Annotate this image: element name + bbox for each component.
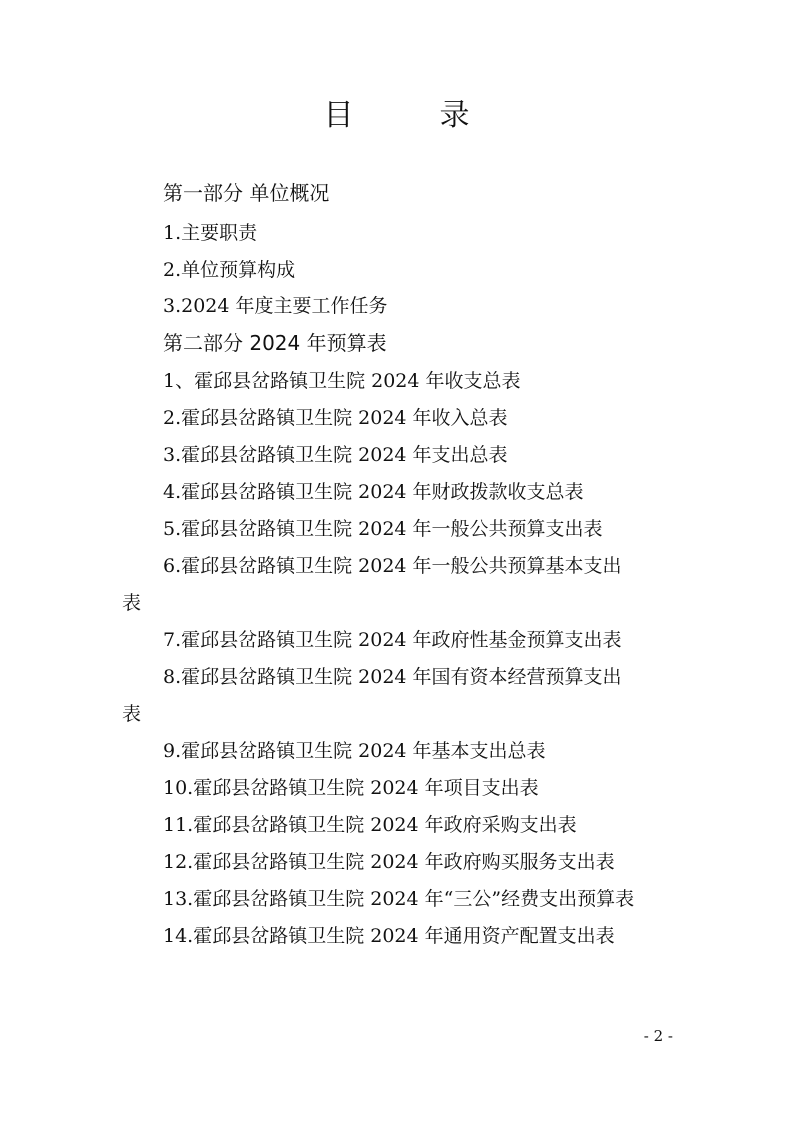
toc-part-1-heading: 第一部分 单位概况 [163,181,330,205]
toc-item: 1、霍邱县岔路镇卫生院 2024 年收支总表 [163,370,521,392]
page-number: - 2 - [643,1027,673,1045]
toc-item: 3.2024 年度主要工作任务 [163,295,388,317]
page-title: 目 录 [323,98,498,133]
toc-item: 11.霍邱县岔路镇卫生院 2024 年政府采购支出表 [163,814,577,836]
toc-item: 2.单位预算构成 [163,259,296,281]
toc-item: 13.霍邱县岔路镇卫生院 2024 年“三公”经费支出预算表 [163,888,635,910]
toc-item: 6.霍邱县岔路镇卫生院 2024 年一般公共预算基本支出 [163,555,622,577]
toc-item: 4.霍邱县岔路镇卫生院 2024 年财政拨款收支总表 [163,481,584,503]
toc-item: 1.主要职责 [163,222,258,244]
toc-part-2-heading: 第二部分 2024 年预算表 [163,331,387,355]
toc-item: 14.霍邱县岔路镇卫生院 2024 年通用资产配置支出表 [163,925,615,947]
toc-item: 5.霍邱县岔路镇卫生院 2024 年一般公共预算支出表 [163,518,603,540]
toc-item: 3.霍邱县岔路镇卫生院 2024 年支出总表 [163,444,508,466]
toc-item: 9.霍邱县岔路镇卫生院 2024 年基本支出总表 [163,740,546,762]
toc-item-continuation: 表 [122,592,142,614]
toc-item-continuation: 表 [122,703,142,725]
toc-item: 2.霍邱县岔路镇卫生院 2024 年收入总表 [163,407,508,429]
toc-item: 7.霍邱县岔路镇卫生院 2024 年政府性基金预算支出表 [163,629,622,651]
toc-item: 12.霍邱县岔路镇卫生院 2024 年政府购买服务支出表 [163,851,615,873]
toc-item: 8.霍邱县岔路镇卫生院 2024 年国有资本经营预算支出 [163,666,622,688]
toc-item: 10.霍邱县岔路镇卫生院 2024 年项目支出表 [163,777,539,799]
